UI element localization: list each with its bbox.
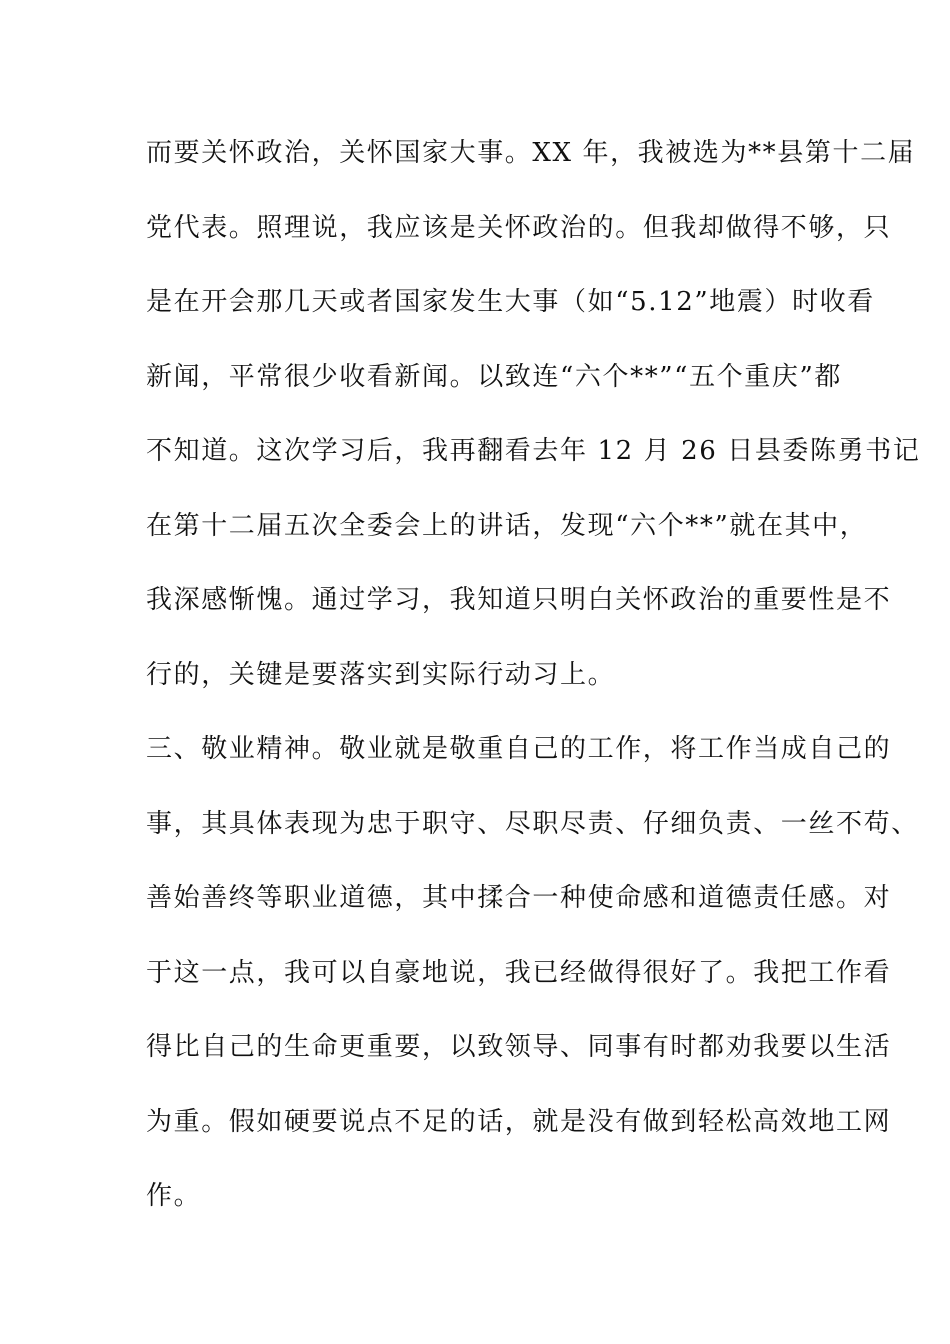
section-heading-line: 三、敬业精神。敬业就是敬重自己的工作，将工作当成自己的 — [146, 734, 892, 764]
body-text — [146, 127, 921, 1245]
text-line: 我深感惭愧。通过学习，我知道只明白关怀政治的重要性是不 — [146, 585, 892, 615]
text-line: 得比自己的生命更重要，以致领导、同事有时都劝我要以生活 — [146, 1032, 892, 1062]
text-line: 于这一点，我可以自豪地说，我已经做得很好了。我把工作看 — [146, 957, 892, 988]
text-line: 作。 — [146, 1181, 202, 1211]
text-line: 善始善终等职业道德，其中揉合一种使命感和道德责任感。对 — [146, 883, 892, 913]
text-line: 党代表。照理说，我应该是关怀政治的。但我却做得不够，只 — [146, 212, 892, 243]
text-line: 是在开会那几天或者国家发生大事（如“5.12”地震）时收看 — [146, 287, 875, 317]
text-line: 不知道。这次学习后，我再翻看去年 12 月 26 日县委陈勇书记 — [146, 436, 921, 466]
text-line: 事，其具体表现为忠于职守、尽职尽责、仔细负责、一丝不苟、 — [146, 808, 919, 839]
text-line: 行的，关键是要落实到实际行动习上。 — [146, 659, 616, 690]
text-line: 在第十二届五次全委会上的讲话，发现“六个**”就在其中， — [146, 510, 868, 541]
text-line: 新闻，平常很少收看新闻。以致连“六个**”“五个重庆”都 — [146, 361, 842, 392]
text-line: 而要关怀政治，关怀国家大事。XX 年，我被选为**县第十二届 — [146, 138, 916, 168]
text-line: 为重。假如硬要说点不足的话，就是没有做到轻松高效地工网 — [146, 1106, 892, 1137]
